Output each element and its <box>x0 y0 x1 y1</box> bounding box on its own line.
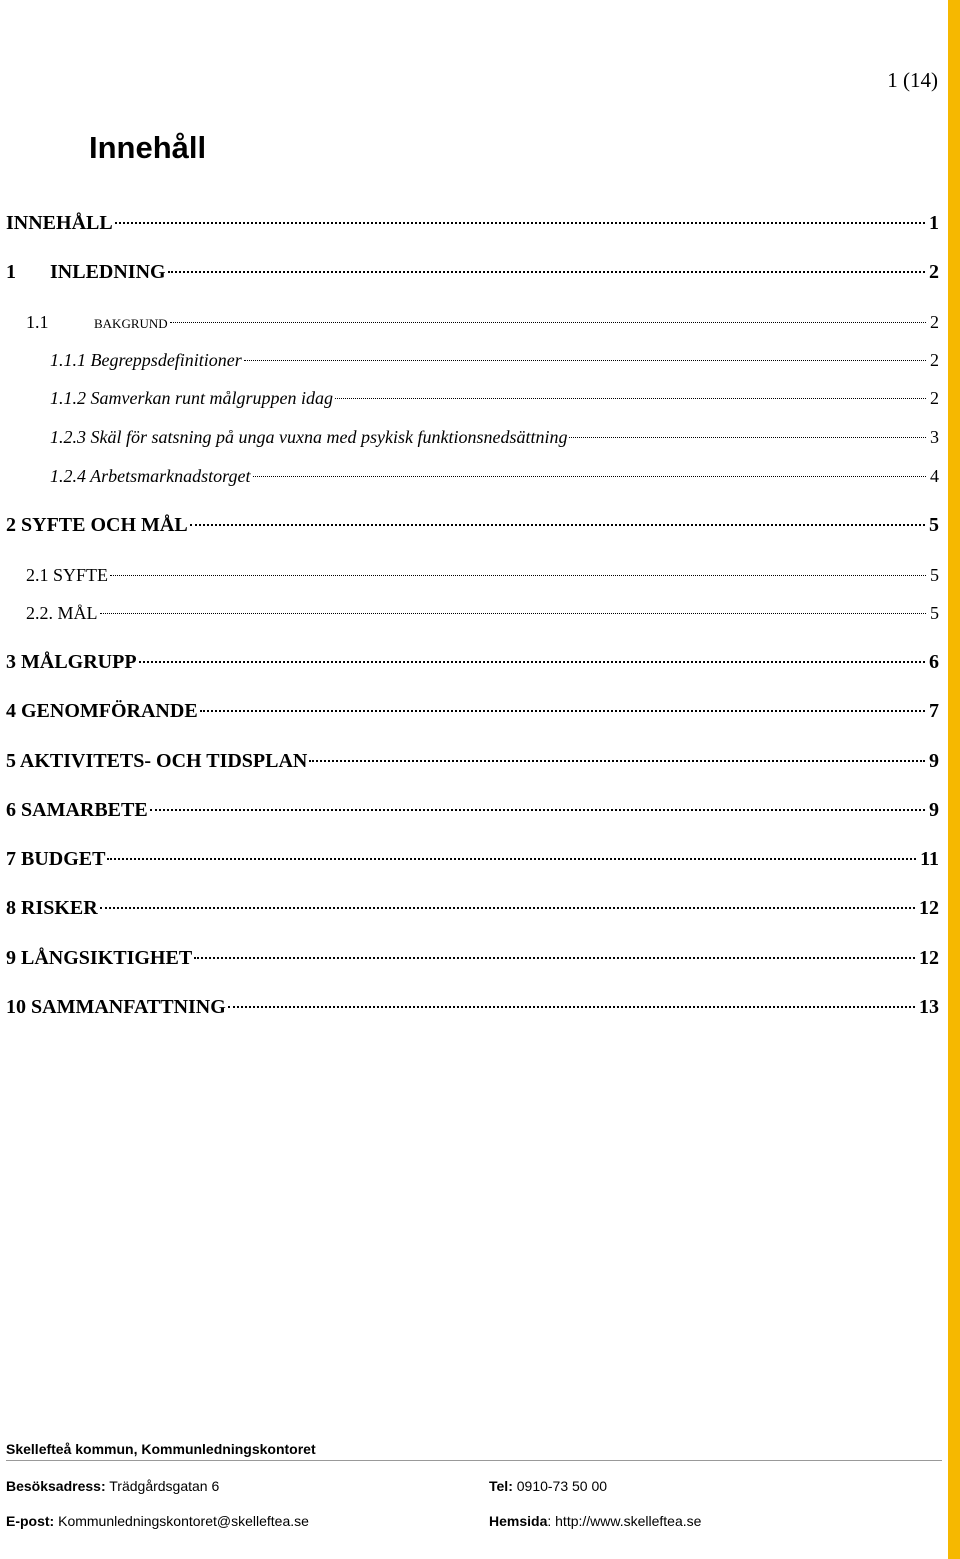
toc-entry-begreppsdefinitioner[interactable] <box>50 345 939 375</box>
toc-entry-genomforande[interactable] <box>6 696 939 726</box>
toc-leader <box>200 710 925 712</box>
toc-page-number: 2 <box>930 312 939 332</box>
toc-label: 6 SAMARBETE <box>6 799 148 821</box>
toc-page-number: 7 <box>929 700 939 722</box>
toc-leader <box>244 360 926 361</box>
footer-phone-value: 0910-73 50 00 <box>516 1478 608 1494</box>
toc-label: 2 SYFTE OCH MÅL <box>6 514 188 536</box>
page-title: Innehåll <box>89 130 207 165</box>
toc-entry-arbetsmarknadstorget[interactable] <box>50 461 939 491</box>
toc-page-number: 4 <box>930 466 939 486</box>
footer-visit-address <box>6 1478 219 1494</box>
toc-label: 2.1 SYFTE <box>26 565 109 585</box>
footer-email <box>6 1513 309 1529</box>
toc-entry-innehall[interactable] <box>6 208 939 238</box>
toc-entry-risker[interactable] <box>6 893 939 923</box>
toc-entry-skal-for-satsning[interactable] <box>50 422 939 452</box>
toc-leader <box>228 1006 915 1008</box>
toc-page-number: 12 <box>919 947 939 969</box>
footer-visit-value: Trädgårdsgatan 6 <box>109 1478 220 1494</box>
toc-page-number: 5 <box>930 565 939 585</box>
footer-email-label: E-post: <box>6 1513 55 1529</box>
toc-label: INNEHÅLL <box>6 212 113 234</box>
page-number: 1 (14) <box>887 68 938 92</box>
toc-label: 7 BUDGET <box>6 848 106 870</box>
toc-label: 2.2. MÅL <box>26 603 98 623</box>
toc-page-number: 11 <box>920 848 939 870</box>
toc-label: 1.2.4 Arbetsmarknadstorget <box>50 466 251 486</box>
toc-label: 10 SAMMANFATTNING <box>6 996 226 1018</box>
footer-website-label: Hemsida <box>489 1513 548 1529</box>
toc-leader <box>100 613 927 614</box>
toc-leader <box>110 575 926 576</box>
toc-label: 4 GENOMFÖRANDE <box>6 700 198 722</box>
toc-label: 1.1.2 Samverkan runt målgruppen idag <box>50 388 333 408</box>
toc-section-number: 1.1 <box>26 312 49 332</box>
footer-divider <box>6 1460 942 1461</box>
toc-page-number: 2 <box>929 261 939 283</box>
toc-entry-mal[interactable] <box>26 598 939 628</box>
toc-entry-langsiktighet[interactable] <box>6 943 939 973</box>
footer-organization: Skellefteå kommun, Kommunledningskontoret <box>6 1441 316 1457</box>
footer-email-link[interactable]: Kommunledningskontoret@skelleftea.se <box>58 1513 309 1529</box>
toc-leader <box>190 524 925 526</box>
accent-bar <box>948 0 960 1559</box>
toc-leader <box>107 858 916 860</box>
footer-website <box>489 1513 701 1529</box>
toc-label: 8 RISKER <box>6 897 98 919</box>
toc-leader <box>335 398 926 399</box>
toc-page-number: 3 <box>930 427 939 447</box>
toc-page-number: 5 <box>930 603 939 623</box>
toc-page-number: 13 <box>919 996 939 1018</box>
toc-entry-aktivitets-och-tidsplan[interactable] <box>6 746 939 776</box>
toc-entry-inledning[interactable] <box>6 257 939 287</box>
toc-entry-syfte[interactable] <box>26 560 939 590</box>
toc-label: 1.2.3 Skäl för satsning på unga vuxna med psykisk funktionsnedsättning <box>50 427 568 447</box>
footer-phone-label: Tel: <box>489 1478 513 1494</box>
toc-page-number: 9 <box>929 799 939 821</box>
toc-entry-malgrupp[interactable] <box>6 647 939 677</box>
toc-label: bakgrund <box>94 312 168 332</box>
toc-entry-samarbete[interactable] <box>6 795 939 825</box>
toc-page-number: 12 <box>919 897 939 919</box>
toc-page-number: 5 <box>929 514 939 536</box>
toc-page-number: 1 <box>929 212 939 234</box>
toc-leader <box>115 222 925 224</box>
toc-page-number: 9 <box>929 750 939 772</box>
toc-leader <box>309 760 925 762</box>
toc-leader <box>100 907 915 909</box>
toc-page-number: 2 <box>930 388 939 408</box>
toc-entry-budget[interactable] <box>6 844 939 874</box>
toc-leader <box>253 476 927 477</box>
toc-label: 1.1.1 Begreppsdefinitioner <box>50 350 242 370</box>
toc-leader <box>569 437 926 438</box>
footer-phone <box>489 1478 607 1494</box>
toc-leader <box>170 322 926 323</box>
toc-entry-sammanfattning[interactable] <box>6 992 939 1022</box>
toc-leader <box>194 957 915 959</box>
toc-leader <box>139 661 925 663</box>
toc-leader <box>150 809 925 811</box>
toc-entry-syfte-och-mal[interactable] <box>6 510 939 540</box>
toc-section-number: 1 <box>6 261 16 283</box>
toc-entry-bakgrund[interactable] <box>26 307 939 337</box>
toc-page-number: 6 <box>929 651 939 673</box>
toc-entry-samverkan[interactable] <box>50 383 939 413</box>
toc-label: INLEDNING <box>50 261 166 283</box>
toc-leader <box>168 271 925 273</box>
toc-label: 5 AKTIVITETS- OCH TIDSPLAN <box>6 750 308 772</box>
footer-visit-label: Besöksadress: <box>6 1478 106 1494</box>
toc-label: 9 LÅNGSIKTIGHET <box>6 947 193 969</box>
toc-label: 3 MÅLGRUPP <box>6 651 137 673</box>
footer-website-link[interactable]: : http://www.skelleftea.se <box>547 1513 702 1529</box>
toc-page-number: 2 <box>930 350 939 370</box>
